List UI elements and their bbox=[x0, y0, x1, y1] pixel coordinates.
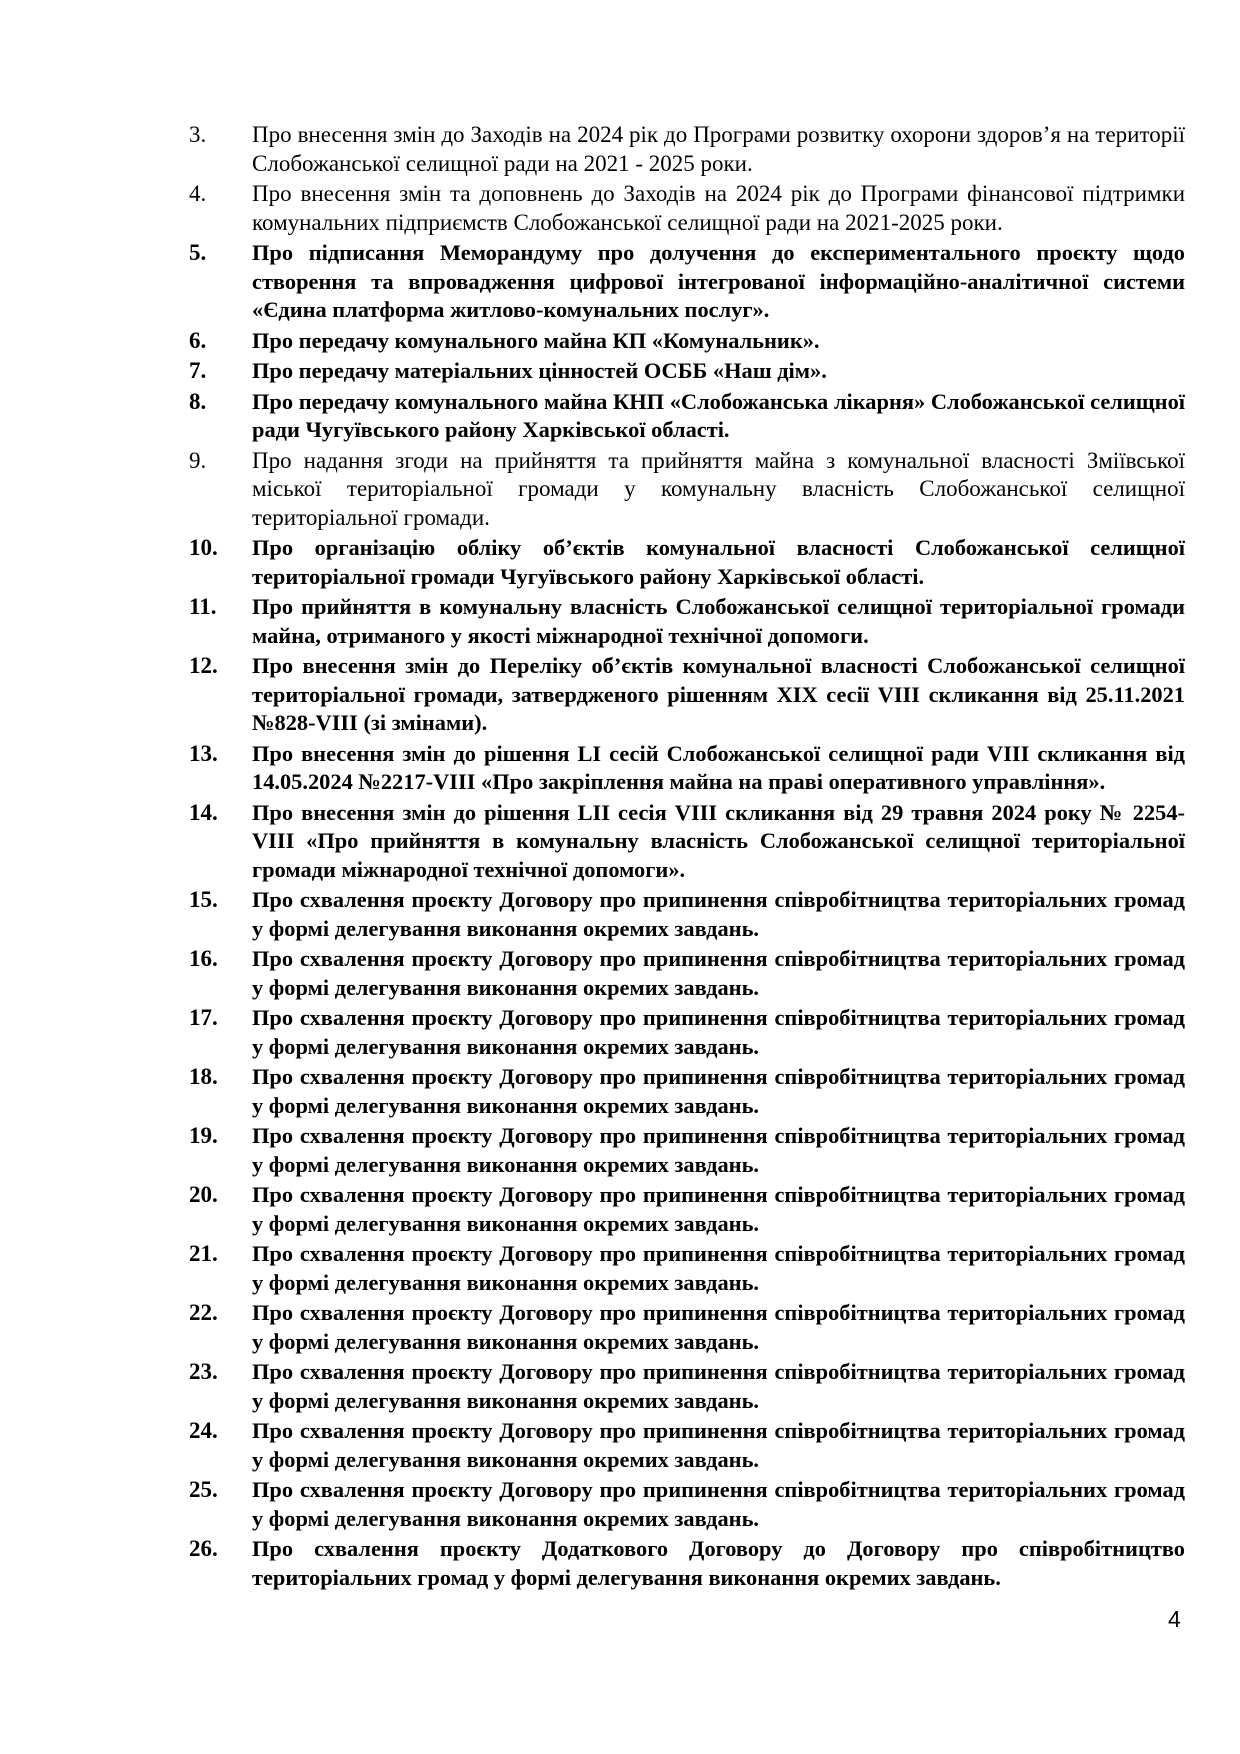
agenda-item-text: Про схвалення проєкту Договору про припинення співробітництва територіальних громад у формі делегування виконання окремих завдань. bbox=[252, 1005, 1185, 1059]
agenda-item-text: Про внесення змін до рішення LII сесія VIII скликання від 29 травня 2024 року № 2254- VIII «Про прийняття в комунальну власність Слобожанської селищної територіальної громади міжнародної технічної допомоги». bbox=[252, 799, 1185, 882]
agenda-item-number: 15. bbox=[189, 887, 218, 912]
agenda-item-text: Про схвалення проєкту Договору про припинення співробітництва територіальних громад у формі делегування виконання окремих завдань. bbox=[252, 1064, 1185, 1118]
agenda-item bbox=[189, 1476, 1185, 1533]
agenda-item-number: 18. bbox=[189, 1064, 218, 1089]
agenda-item-text: Про схвалення проєкту Договору про припинення співробітництва територіальних громад у формі делегування виконання окремих завдань. bbox=[252, 946, 1185, 1000]
agenda-item-text: Про схвалення проєкту Договору про припинення співробітництва територіальних громад у формі делегування виконання окремих завдань. bbox=[252, 1182, 1185, 1236]
agenda-item-text: Про внесення змін до Заходів на 2024 рік до Програми розвитку охорони здоров’я на території Слобожанської селищної ради на 2021 - 2025 роки. bbox=[252, 122, 1185, 176]
agenda-item-text: Про схвалення проєкту Договору про припинення співробітництва територіальних громад у формі делегування виконання окремих завдань. bbox=[252, 1123, 1185, 1177]
agenda-item-number: 16. bbox=[189, 946, 218, 971]
agenda-item-number: 22. bbox=[189, 1300, 218, 1325]
agenda-item-text: Про надання згоди на прийняття та прийняття майна з комунальної власності Зміївської міської територіальної громади у комунальну власність Слобожанської селищної територіальної громади. bbox=[252, 447, 1185, 530]
agenda-item bbox=[189, 388, 1185, 445]
agenda-item bbox=[189, 1417, 1185, 1474]
agenda-item bbox=[189, 1004, 1185, 1061]
agenda-item bbox=[189, 327, 1185, 356]
agenda-item-text: Про передачу комунального майна КНП «Слобожанська лікарня» Слобожанської селищної ради Чугуївського району Харківської області. bbox=[252, 388, 1185, 442]
agenda-item-text: Про передачу комунального майна КП «Комунальник». bbox=[252, 327, 820, 353]
agenda-item bbox=[189, 799, 1185, 885]
agenda-item-text: Про схвалення проєкту Договору про припинення співробітництва територіальних громад у формі делегування виконання окремих завдань. bbox=[252, 1477, 1185, 1531]
agenda-item bbox=[189, 1122, 1185, 1179]
agenda-item-number: 19. bbox=[189, 1123, 218, 1148]
page-number: 4 bbox=[1168, 1606, 1181, 1632]
agenda-item-text: Про схвалення проєкту Договору про припинення співробітництва територіальних громад у формі делегування виконання окремих завдань. bbox=[252, 1418, 1185, 1472]
agenda-item-number: 24. bbox=[189, 1418, 218, 1443]
agenda-item-text: Про схвалення проєкту Договору про припинення співробітництва територіальних громад у формі делегування виконання окремих завдань. bbox=[252, 1359, 1185, 1413]
agenda-item-number: 17. bbox=[189, 1005, 218, 1030]
agenda-item-number: 23. bbox=[189, 1359, 218, 1384]
agenda-item-number: 25. bbox=[189, 1477, 218, 1502]
agenda-item-number: 11. bbox=[189, 594, 217, 619]
agenda-item bbox=[189, 357, 1185, 386]
agenda-item bbox=[189, 1063, 1185, 1120]
agenda-item-number: 7. bbox=[189, 358, 207, 383]
agenda-item-number: 26. bbox=[189, 1536, 218, 1561]
agenda-item bbox=[189, 121, 1185, 178]
agenda-item-text: Про схвалення проєкту Договору про припинення співробітництва територіальних громад у формі делегування виконання окремих завдань. bbox=[252, 1241, 1185, 1295]
agenda-item-text: Про схвалення проєкту Договору про припинення співробітництва територіальних громад у формі делегування виконання окремих завдань. bbox=[252, 887, 1185, 941]
agenda-item-text: Про організацію обліку об’єктів комунальної власності Слобожанської селищної територіальної громади Чугуївського району Харківської області. bbox=[252, 535, 1185, 589]
agenda-item-number: 5. bbox=[189, 240, 207, 265]
agenda-item bbox=[189, 1535, 1185, 1592]
agenda-item bbox=[189, 1358, 1185, 1415]
agenda-item-number: 14. bbox=[189, 799, 218, 825]
agenda-item-text: Про підписання Меморандуму про долучення до експериментального проєкту щодо створення та впровадження цифрової інтегрованої інформаційно-аналітичної системи «Єдина платформа житлово-комунальних послуг». bbox=[252, 240, 1185, 322]
agenda-item-text: Про внесення змін та доповнень до Заходів на 2024 рік до Програми фінансової підтримки комунальних підприємств Слобожанської селищної ради на 2021-2025 роки. bbox=[252, 181, 1185, 235]
agenda-item bbox=[189, 945, 1185, 1002]
agenda-item-text: Про внесення змін до рішення LI сесій Слобожанської селищної ради VIII скликання від 14.05.2024 №2217-VIII «Про закріплення майна на праві оперативного управління». bbox=[252, 740, 1185, 794]
agenda-list bbox=[189, 121, 1185, 1594]
agenda-item-text: Про внесення змін до Переліку об’єктів комунальної власності Слобожанської селищної територіальної громади, затвердженого рішенням XIX сесії VIII скликання від 25.11.2021 №828-VIII (зі змінами). bbox=[252, 653, 1185, 735]
agenda-item-text: Про схвалення проєкту Додаткового Договору до Договору про співробітництво територіальних громад у формі делегування виконання окремих завдань. bbox=[252, 1536, 1185, 1590]
agenda-item bbox=[189, 886, 1185, 943]
agenda-item bbox=[189, 740, 1185, 797]
agenda-item bbox=[189, 1181, 1185, 1238]
agenda-item-number: 3. bbox=[189, 122, 207, 147]
agenda-item bbox=[189, 180, 1185, 237]
agenda-item-number: 20. bbox=[189, 1182, 218, 1207]
agenda-item-number: 13. bbox=[189, 740, 218, 766]
agenda-item-number: 4. bbox=[189, 181, 207, 206]
agenda-item-number: 10. bbox=[189, 535, 218, 560]
agenda-item bbox=[189, 652, 1185, 738]
agenda-item-number: 9. bbox=[189, 447, 207, 473]
agenda-item-text: Про прийняття в комунальну власність Слобожанської селищної територіальної громади майна, отриманого у якості міжнародної технічної допомоги. bbox=[252, 594, 1185, 648]
agenda-item-text: Про передачу матеріальних цінностей ОСББ «Наш дім». bbox=[252, 358, 827, 383]
agenda-item-number: 12. bbox=[189, 653, 218, 678]
agenda-item bbox=[189, 593, 1185, 650]
agenda-item bbox=[189, 1240, 1185, 1297]
agenda-item bbox=[189, 447, 1185, 533]
agenda-item-text: Про схвалення проєкту Договору про припинення співробітництва територіальних громад у формі делегування виконання окремих завдань. bbox=[252, 1300, 1185, 1354]
agenda-item-number: 8. bbox=[189, 388, 207, 414]
agenda-item bbox=[189, 534, 1185, 591]
agenda-item-number: 21. bbox=[189, 1241, 218, 1266]
agenda-item bbox=[189, 1299, 1185, 1356]
agenda-item bbox=[189, 239, 1185, 325]
agenda-item-number: 6. bbox=[189, 327, 207, 353]
